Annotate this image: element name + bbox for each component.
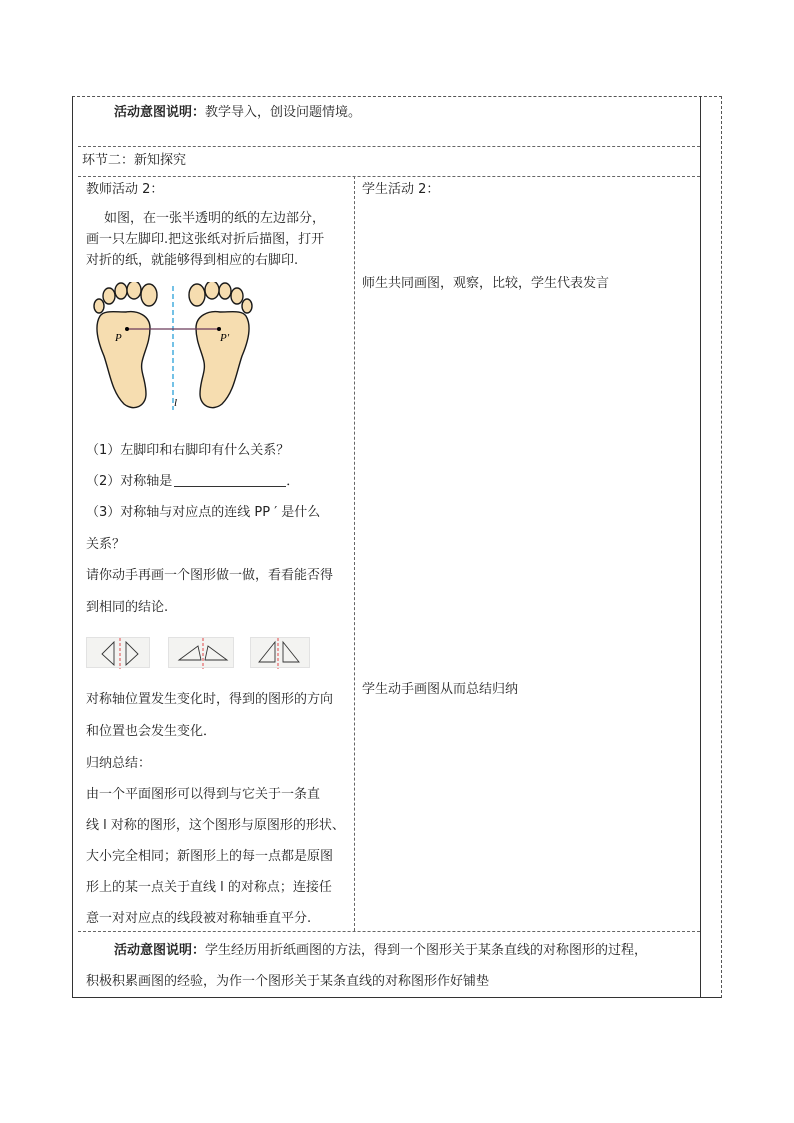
label-p-prime: P′ bbox=[220, 332, 230, 344]
question-3-line: （3）对称轴与对应点的连线 PP ′ 是什么 bbox=[86, 505, 321, 520]
intent-label: 活动意图说明： bbox=[114, 105, 206, 120]
try-it-line: 到相同的结论. bbox=[86, 600, 169, 615]
summary-line: 由一个平面图形可以得到与它关于一条直 bbox=[86, 787, 321, 802]
row-divider bbox=[78, 176, 700, 177]
question-1: （1）左脚印和右脚印有什么关系？ bbox=[86, 443, 290, 458]
question-2-prefix: （2）对称轴是 bbox=[86, 474, 173, 489]
question-2 bbox=[86, 472, 299, 492]
question-2-suffix: ． bbox=[286, 474, 300, 489]
axis-change-line: 对称轴位置发生变化时，得到的图形的方向 bbox=[86, 692, 334, 707]
summary-line: 线 l 对称的图形，这个图形与原图形的形状、 bbox=[86, 818, 345, 833]
fold-photo-3 bbox=[250, 637, 310, 668]
answer-blank[interactable] bbox=[174, 473, 286, 487]
intent-text: 教学导入，创设问题情境。 bbox=[205, 105, 362, 120]
table-inner-border bbox=[700, 96, 701, 998]
summary-line: 形上的某一点关于直线 l 的对称点；连接任 bbox=[86, 880, 332, 895]
left-footprint bbox=[94, 282, 157, 408]
teacher-activity-header: 教师活动 2： bbox=[86, 182, 164, 197]
try-it-line: 请你动手再画一个图形做一做，看看能否得 bbox=[86, 568, 334, 583]
section-title: 环节二：新知探究 bbox=[82, 153, 187, 168]
row-divider bbox=[78, 931, 700, 932]
student-activity-header: 学生活动 2： bbox=[362, 182, 440, 197]
column-divider bbox=[354, 176, 355, 931]
intent-row-1 bbox=[114, 103, 361, 123]
summary-title: 归纳总结： bbox=[86, 756, 152, 771]
point-p-prime bbox=[217, 327, 221, 331]
summary-line: 意一对对应点的线段被对称轴垂直平分. bbox=[86, 911, 312, 926]
intent-text: 学生经历用折纸画图的方法，得到一个图形关于某条直线的对称图形的过程， bbox=[205, 943, 648, 958]
intent-label: 活动意图说明： bbox=[114, 943, 206, 958]
fold-photo-2 bbox=[168, 637, 234, 668]
footprint-figure bbox=[88, 282, 258, 414]
student-activity-text: 师生共同画图，观察，比较，学生代表发言 bbox=[362, 276, 610, 291]
axis-change-line: 和位置也会发生变化． bbox=[86, 724, 217, 739]
right-footprint bbox=[189, 282, 252, 408]
teacher-intro-line: 画一只左脚印.把这张纸对折后描图，打开 bbox=[86, 232, 325, 247]
label-axis: l bbox=[174, 397, 178, 409]
teacher-intro-line: 如图，在一张半透明的纸的左边部分， bbox=[104, 211, 326, 226]
teacher-intro-line: 对折的纸，就能够得到相应的右脚印. bbox=[86, 253, 299, 268]
point-p bbox=[125, 327, 129, 331]
intent-text-line: 积极积累画图的经验，为作一个图形关于某条直线的对称图形作好铺垫 bbox=[86, 974, 490, 989]
fold-photo-1 bbox=[86, 637, 150, 668]
question-3-line: 关系？ bbox=[86, 537, 126, 552]
intent-row-2 bbox=[114, 941, 647, 961]
label-p: P bbox=[115, 332, 122, 344]
row-divider bbox=[78, 146, 700, 147]
summary-line: 大小完全相同；新图形上的每一点都是原图 bbox=[86, 849, 334, 864]
student-activity-text: 学生动手画图从而总结归纳 bbox=[362, 682, 519, 697]
